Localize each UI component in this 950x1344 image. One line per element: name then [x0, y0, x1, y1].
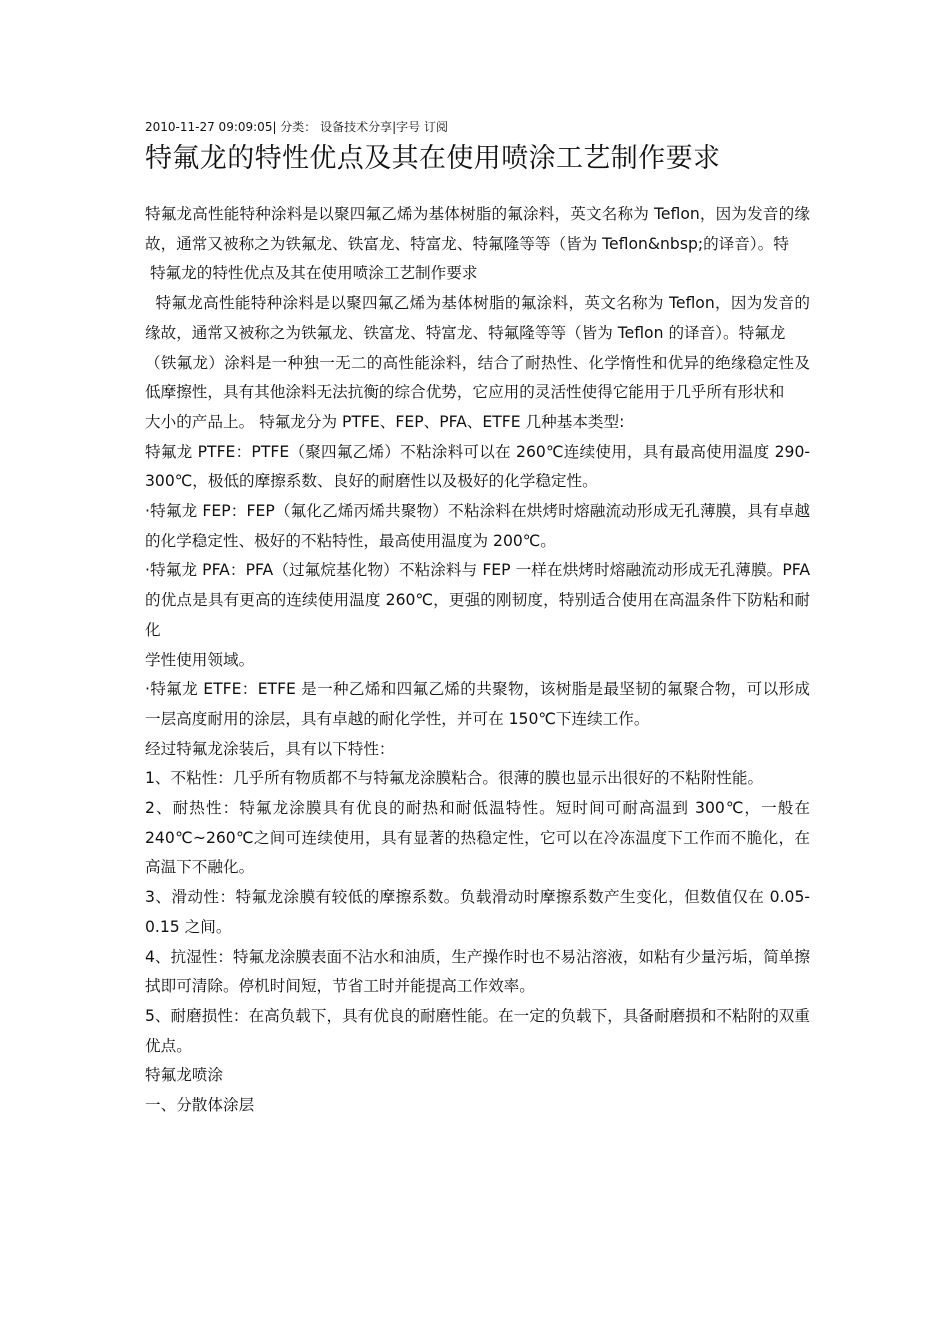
paragraph: ·特氟龙 PFA：PFA（过氟烷基化物）不粘涂料与 FEP 一样在烘烤时熔融流动形成无孔薄膜。PFA 的优点是具有更高的连续使用温度 260℃，更强的刚韧度，特别适合使用在高温条件下防粘和耐化: [145, 561, 810, 639]
paragraph: 大小的产品上。 特氟龙分为 PTFE、FEP、PFA、ETFE 几种基本类型:: [145, 412, 625, 431]
section-heading: 一、分散体涂层: [145, 1096, 255, 1115]
paragraph: （铁氟龙）涂料是一种独一无二的高性能涂料，结合了耐热性、化学惰性和优异的绝缘稳定性及低摩擦性，具有其他涂料无法抗衡的综合优势，它应用的灵活性使得它能用于几乎所有形状和: [145, 353, 810, 402]
paragraph: ·特氟龙 ETFE：ETFE 是一种乙烯和四氟乙烯的共聚物，该树脂是最坚韧的氟聚合物，可以形成一层高度耐用的涂层，具有卓越的耐化学性，并可在 150℃下连续工作。: [145, 680, 810, 728]
paragraph: 经过特氟龙涂装后，具有以下特性：: [145, 739, 395, 758]
paragraph: 特氟龙高性能特种涂料是以聚四氟乙烯为基体树脂的氟涂料，英文名称为 Teflon，因为发音的缘故，通常又被称之为铁氟龙、铁富龙、特富龙、特氟隆等等（皆为 Teflon&nbsp;的译音）。特: [145, 205, 810, 253]
list-item: 3、滑动性：特氟龙涂膜有较低的摩擦系数。负载滑动时摩擦系数产生变化，但数值仅在 0.05-0.15 之间。: [145, 888, 810, 936]
article-body: [145, 200, 810, 1121]
paragraph: 学性使用领域。: [145, 650, 255, 669]
paragraph: ·特氟龙 FEP：FEP（氟化乙烯丙烯共聚物）不粘涂料在烘烤时熔融流动形成无孔薄膜，具有卓越的化学稳定性、极好的不粘特性，最高使用温度为 200℃。: [145, 502, 810, 550]
list-item: 2、耐热性：特氟龙涂膜具有优良的耐热和耐低温特性。短时间可耐高温到 300℃，一般在 240℃~260℃之间可连续使用，具有显著的热稳定性，它可以在冷冻温度下工作而不脆化，在高温下不融化。: [145, 799, 810, 877]
page-title: 特氟龙的特性优点及其在使用喷涂工艺制作要求: [145, 143, 721, 174]
list-item: 5、耐磨损性：在高负载下，具有优良的耐磨性能。在一定的负载下，具备耐磨损和不粘附的双重优点。: [145, 1006, 810, 1055]
paragraph: 特氟龙 PTFE：PTFE（聚四氟乙烯）不粘涂料可以在 260℃连续使用，具有最高使用温度 290-300℃，极低的摩擦系数、良好的耐磨性以及极好的化学稳定性。: [145, 442, 810, 491]
paragraph: 特氟龙的特性优点及其在使用喷涂工艺制作要求: [145, 264, 478, 283]
list-item: 1、不粘性：几乎所有物质都不与特氟龙涂膜粘合。很薄的膜也显示出很好的不粘附性能。: [145, 769, 764, 788]
section-heading: 特氟龙喷涂: [145, 1066, 223, 1085]
paragraph: 特氟龙高性能特种涂料是以聚四氟乙烯为基体树脂的氟涂料，英文名称为 Teflon，因为发音的缘故，通常又被称之为铁氟龙、铁富龙、特富龙、特氟隆等等（皆为 Teflon 的译音）。特氟龙: [145, 294, 811, 342]
list-item: 4、抗湿性：特氟龙涂膜表面不沾水和油质，生产操作时也不易沾溶液，如粘有少量污垢，简单擦拭即可清除。停机时间短，节省工时并能提高工作效率。: [145, 947, 810, 996]
post-meta: 2010-11-27 09:09:05| 分类： 设备技术分享|字号 订阅: [145, 120, 448, 134]
document-page: [145, 118, 810, 1121]
